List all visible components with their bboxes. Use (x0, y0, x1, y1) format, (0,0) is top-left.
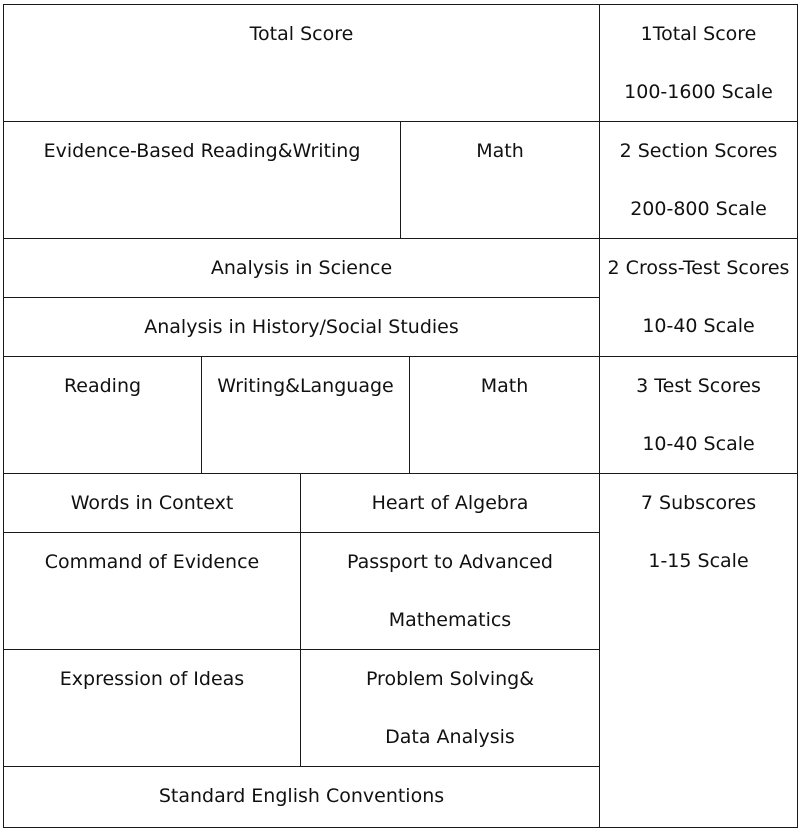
test-scores-meta-title: 3 Test Scores (636, 375, 761, 397)
cross-test-history-label: Analysis in History/Social Studies (144, 316, 459, 338)
subscores-meta-scale: 1-15 Scale (648, 550, 749, 572)
cross-test-meta-title: 2 Cross-Test Scores (607, 257, 790, 279)
total-score-label: Total Score (249, 23, 354, 45)
test-reading-label: Reading (63, 375, 142, 397)
subscore-algebra-cell (300, 473, 600, 533)
section-math-cell (400, 121, 600, 239)
subscore-words-cell (3, 473, 301, 533)
test-math-label: Math (480, 375, 529, 397)
subscore-ideas-cell (3, 649, 301, 767)
subscore-problem-line2: Data Analysis (385, 726, 515, 748)
subscore-evidence-label: Command of Evidence (44, 551, 260, 573)
section-scores-meta-cell (599, 121, 798, 239)
subscore-algebra-label: Heart of Algebra (371, 492, 529, 514)
total-score-meta-scale: 100-1600 Scale (624, 81, 773, 103)
test-writing-label: Writing&Language (217, 375, 394, 397)
section-scores-meta-scale: 200-800 Scale (630, 198, 767, 220)
cross-test-meta-cell (599, 238, 798, 357)
cross-test-history-cell (3, 297, 600, 357)
subscore-problem-cell (300, 649, 600, 767)
subscores-meta-title: 7 Subscores (640, 492, 757, 514)
cross-test-science-label: Analysis in Science (210, 257, 393, 279)
cross-test-science-cell (3, 238, 600, 298)
test-reading-cell (3, 356, 202, 474)
subscore-words-label: Words in Context (70, 492, 234, 514)
test-scores-meta-scale: 10-40 Scale (642, 433, 755, 455)
cross-test-meta-scale: 10-40 Scale (642, 315, 755, 337)
subscores-meta-cell (599, 473, 798, 828)
subscore-passport-line2: Mathematics (388, 609, 512, 631)
total-score-meta-cell (599, 4, 798, 122)
subscore-ideas-label: Expression of Ideas (59, 668, 245, 690)
subscore-conventions-label: Standard English Conventions (158, 785, 445, 807)
subscore-evidence-cell (3, 532, 301, 650)
subscore-conventions-cell (3, 766, 600, 828)
subscore-problem-line1: Problem Solving& (365, 668, 535, 690)
test-writing-cell (201, 356, 410, 474)
score-structure-table (4, 5, 799, 829)
total-score-meta-title: 1Total Score (640, 23, 757, 45)
test-scores-meta-cell (599, 356, 798, 474)
section-ebrw-label: Evidence-Based Reading&Writing (43, 140, 361, 162)
section-scores-meta-title: 2 Section Scores (619, 140, 778, 162)
test-math-cell (409, 356, 600, 474)
subscore-passport-line1: Passport to Advanced (347, 551, 553, 573)
section-math-label: Math (476, 140, 524, 162)
section-ebrw-cell (3, 121, 401, 239)
total-score-cell (3, 4, 600, 122)
subscore-passport-cell (300, 532, 600, 650)
